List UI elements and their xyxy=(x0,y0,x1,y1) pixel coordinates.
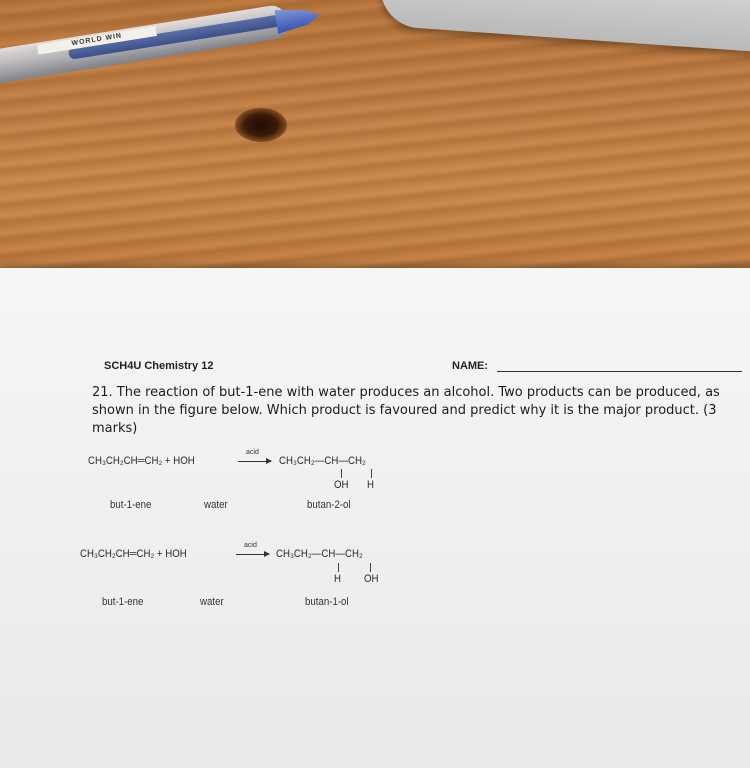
worksheet-paper xyxy=(0,268,750,768)
reaction-2-catalyst: acid xyxy=(244,542,257,549)
reaction-2-sub-right: OH xyxy=(364,573,379,585)
reaction-1-label-reactant: but-1-ene xyxy=(110,499,152,511)
reaction-2-bond-left xyxy=(338,563,339,572)
reaction-2-label-water: water xyxy=(200,596,224,608)
reaction-2-arrow xyxy=(236,554,269,555)
pen-tip xyxy=(274,3,321,34)
pen-label: WORLD WIN xyxy=(37,26,157,55)
name-blank-line xyxy=(497,371,742,372)
reaction-1-product-chain: CH₃CH₂—CH—CH₂ xyxy=(279,455,366,467)
name-label: NAME: xyxy=(452,360,489,372)
reaction-1-arrow xyxy=(238,461,271,462)
pen xyxy=(0,0,328,86)
reaction-1-sub-left: OH xyxy=(334,479,349,491)
reaction-2-label-product: butan-1-ol xyxy=(305,596,349,608)
reaction-1-bond-right xyxy=(371,469,372,478)
reaction-2-sub-left: H xyxy=(334,573,341,585)
wood-knot xyxy=(235,108,287,142)
reaction-1-bond-left xyxy=(341,469,342,478)
reaction-2-product-chain: CH₃CH₂—CH—CH₂ xyxy=(276,548,363,560)
laptop-corner xyxy=(378,0,750,55)
reaction-1-label-water: water xyxy=(204,499,228,511)
reaction-2-bond-right xyxy=(370,563,371,572)
reaction-1-reactants: CH₃CH₂CH═CH₂ + HOH xyxy=(88,455,195,467)
reaction-2-label-reactant: but-1-ene xyxy=(102,596,144,608)
reaction-1-sub-right: H xyxy=(367,479,374,491)
reaction-1-label-product: butan-2-ol xyxy=(307,499,351,511)
reaction-1-catalyst: acid xyxy=(246,449,259,456)
reaction-2-reactants: CH₃CH₂CH═CH₂ + HOH xyxy=(80,548,187,560)
course-title: SCH4U Chemistry 12 xyxy=(104,360,214,372)
question-text: 21. The reaction of but-1-ene with water produces an alcohol. Two products can be produced, as shown in the figure below. Which product is favoured and predict why it is the major product. (3 marks) xyxy=(92,385,720,436)
